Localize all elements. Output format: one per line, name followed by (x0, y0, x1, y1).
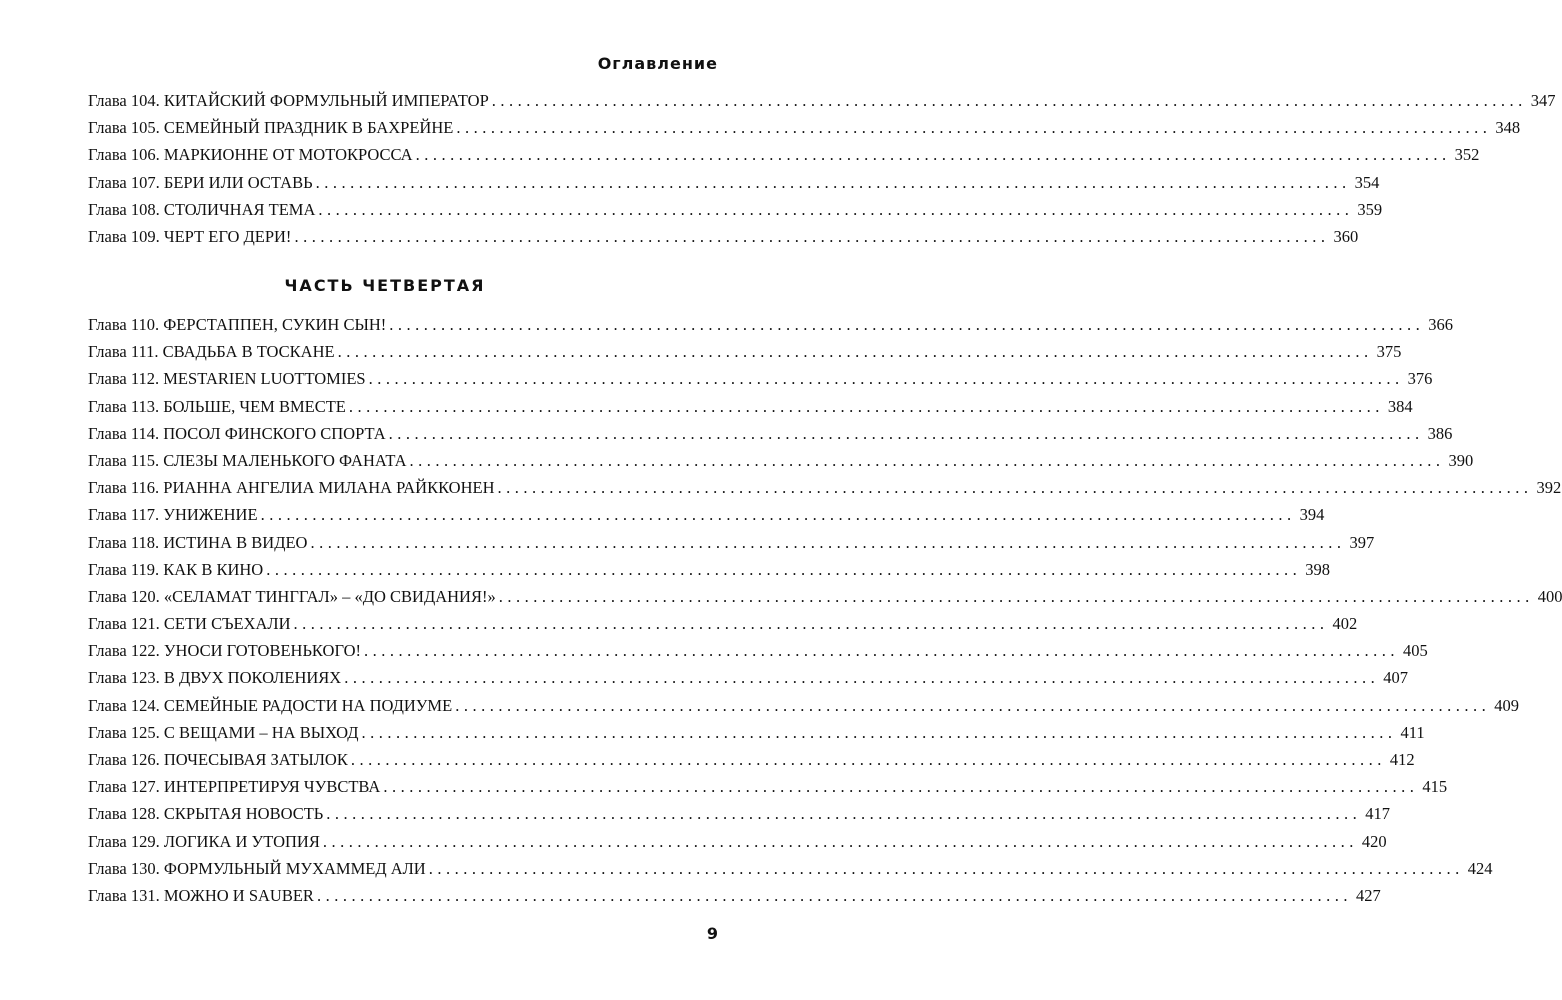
page-number: 409 (1494, 695, 1519, 715)
dot-leader: ........................................................................................................................ (456, 118, 1492, 138)
chapter-title: Глава 117. УНИЖЕНИЕ (88, 505, 258, 525)
running-head-title: Оглавление (597, 54, 718, 73)
page-number: 398 (1305, 559, 1330, 579)
toc-entry (88, 474, 1562, 501)
toc-entry (88, 556, 1330, 583)
page-number: 386 (1427, 423, 1453, 443)
toc-entry (88, 529, 1375, 556)
page-number: 366 (1428, 315, 1453, 334)
dot-leader: ........................................................................................................................ (389, 315, 1425, 334)
chapter-title: Глава 129. ЛОГИКА И УТОПИЯ (88, 831, 320, 851)
page-number: 376 (1407, 369, 1433, 389)
toc-list-top (88, 87, 1556, 250)
dot-leader: ........................................................................................................................ (455, 695, 1491, 715)
page-number: 347 (1530, 91, 1556, 110)
page-number: 427 (1355, 885, 1381, 905)
dot-leader: ........................................................................................................................ (266, 559, 1302, 579)
dot-leader: ........................................................................................................................ (318, 199, 1354, 219)
page-number: 417 (1365, 804, 1391, 824)
dot-leader: ........................................................................................................................ (315, 172, 1351, 192)
page-number: 348 (1495, 118, 1521, 138)
toc-entry (88, 141, 1480, 168)
dot-leader: ........................................................................................................................ (316, 885, 1352, 905)
toc-entry (88, 882, 1381, 909)
dot-leader: ........................................................................................................................ (293, 614, 1329, 634)
page-number: 402 (1332, 614, 1358, 634)
dot-leader: ........................................................................................................................ (388, 423, 1424, 443)
page-number: 390 (1448, 450, 1474, 470)
dot-leader: ........................................................................................................................ (361, 722, 1397, 742)
dot-leader: ........................................................................................................................ (491, 91, 1527, 110)
page-number: 420 (1361, 831, 1387, 851)
toc-entry (88, 637, 1428, 664)
chapter-title: Глава 110. ФЕРСТАППЕН, СУКИН СЫН! (88, 315, 387, 334)
page-number: 400 (1537, 586, 1562, 606)
dot-leader: ........................................................................................................................ (409, 450, 1445, 470)
page-number: 384 (1387, 396, 1413, 416)
page-number: 394 (1299, 505, 1325, 525)
chapter-title: Глава 104. КИТАЙСКИЙ ФОРМУЛЬНЫЙ ИМПЕРАТОР (88, 91, 489, 110)
toc-entry (88, 773, 1448, 800)
toc-entry (88, 501, 1325, 528)
dot-leader: ........................................................................................................................ (344, 668, 1380, 688)
chapter-title: Глава 130. ФОРМУЛЬНЫЙ МУХАММЕД АЛИ (88, 858, 426, 878)
toc-entry (88, 855, 1493, 882)
toc-entry (88, 692, 1519, 719)
dot-leader: ........................................................................................................................ (368, 369, 1404, 389)
chapter-title: Глава 121. СЕТИ СЪЕХАЛИ (88, 614, 291, 634)
dot-leader: ........................................................................................................................ (363, 641, 1399, 661)
chapter-title: Глава 128. СКРЫТАЯ НОВОСТЬ (88, 804, 324, 824)
dot-leader: ........................................................................................................................ (322, 831, 1358, 851)
chapter-title: Глава 108. СТОЛИЧНАЯ ТЕМА (88, 199, 316, 219)
toc-entry (88, 338, 1402, 365)
chapter-title: Глава 126. ПОЧЕСЫВАЯ ЗАТЫЛОК (88, 750, 348, 769)
chapter-title: Глава 127. ИНТЕРПРЕТИРУЯ ЧУВСТВА (88, 777, 381, 797)
chapter-title: Глава 118. ИСТИНА В ВИДЕО (88, 532, 308, 552)
page-number: 424 (1467, 858, 1493, 878)
toc-entry (88, 169, 1380, 196)
page-number: 354 (1354, 172, 1380, 192)
toc-entry (88, 800, 1391, 827)
chapter-title: Глава 107. БЕРИ ИЛИ ОСТАВЬ (88, 172, 313, 192)
folio-page-number: 9 (706, 924, 718, 943)
page-number: 405 (1402, 641, 1428, 661)
dot-leader: ........................................................................................................................ (497, 478, 1533, 498)
toc-list-bottom (88, 311, 1562, 909)
page-number: 411 (1400, 722, 1425, 742)
chapter-title: Глава 105. СЕМЕЙНЫЙ ПРАЗДНИК В БАХРЕЙНЕ (88, 118, 454, 138)
dot-leader: ........................................................................................................................ (337, 342, 1373, 362)
chapter-title: Глава 119. КАК В КИНО (88, 559, 264, 579)
toc-entry (88, 196, 1383, 223)
toc-entry (88, 447, 1474, 474)
dot-leader: ........................................................................................................................ (326, 804, 1362, 824)
page-number: 359 (1357, 199, 1383, 219)
chapter-title: Глава 116. РИАННА АНГЕЛИА МИЛАНА РАЙККОНЕН (88, 478, 495, 498)
dot-leader: ........................................................................................................................ (260, 505, 1296, 525)
chapter-title: Глава 114. ПОСОЛ ФИНСКОГО СПОРТА (88, 423, 386, 443)
dot-leader: ........................................................................................................................ (415, 145, 1451, 165)
toc-entry (88, 393, 1413, 420)
chapter-title: Глава 115. СЛЕЗЫ МАЛЕНЬКОГО ФАНАТА (88, 450, 407, 470)
dot-leader: ........................................................................................................................ (348, 396, 1384, 416)
chapter-title: Глава 109. ЧЕРТ ЕГО ДЕРИ! (88, 226, 292, 246)
page-number: 392 (1536, 478, 1562, 498)
toc-entry (88, 583, 1562, 610)
page-number: 415 (1422, 777, 1448, 797)
toc-entry (88, 746, 1415, 773)
chapter-title: Глава 125. С ВЕЩАМИ – НА ВЫХОД (88, 722, 359, 742)
dot-leader: ........................................................................................................................ (310, 532, 1346, 552)
page-number: 397 (1349, 532, 1375, 552)
dot-leader: ........................................................................................................................ (350, 750, 1386, 769)
chapter-title: Глава 111. СВАДЬБА В ТОСКАНЕ (88, 342, 335, 362)
chapter-title: Глава 123. В ДВУХ ПОКОЛЕНИЯХ (88, 668, 342, 688)
part-heading: ЧАСТЬ ЧЕТВЕРТАЯ (284, 276, 486, 295)
chapter-title: Глава 122. УНОСИ ГОТОВЕНЬКОГО! (88, 641, 361, 661)
dot-leader: ........................................................................................................................ (383, 777, 1419, 797)
toc-entry (88, 719, 1425, 746)
chapter-title: Глава 113. БОЛЬШЕ, ЧЕМ ВМЕСТЕ (88, 396, 346, 416)
page-number: 360 (1333, 226, 1359, 246)
toc-entry (88, 664, 1408, 691)
toc-entry (88, 223, 1359, 250)
chapter-title: Глава 120. «СЕЛАМАТ ТИНГГАЛ» – «ДО СВИДАНИЯ!» (88, 586, 496, 606)
chapter-title: Глава 124. СЕМЕЙНЫЕ РАДОСТИ НА ПОДИУМЕ (88, 695, 453, 715)
dot-leader: ........................................................................................................................ (294, 226, 1330, 246)
dot-leader: ........................................................................................................................ (428, 858, 1464, 878)
chapter-title: Глава 131. МОЖНО И SAUBER (88, 885, 314, 905)
toc-entry (88, 87, 1556, 114)
page-number: 407 (1383, 668, 1408, 688)
toc-entry (88, 610, 1358, 637)
toc-entry (88, 828, 1387, 855)
toc-entry (88, 311, 1453, 338)
page-number: 375 (1376, 342, 1402, 362)
toc-entry (88, 420, 1453, 447)
toc-entry (88, 114, 1521, 141)
page-number: 412 (1389, 750, 1415, 769)
chapter-title: Глава 106. МАРКИОННЕ ОТ МОТОКРОССА (88, 145, 413, 165)
chapter-title: Глава 112. MESTARIEN LUOTTOMIES (88, 369, 366, 389)
toc-entry (88, 365, 1433, 392)
page-number: 352 (1454, 145, 1480, 165)
dot-leader: ........................................................................................................................ (498, 586, 1534, 606)
